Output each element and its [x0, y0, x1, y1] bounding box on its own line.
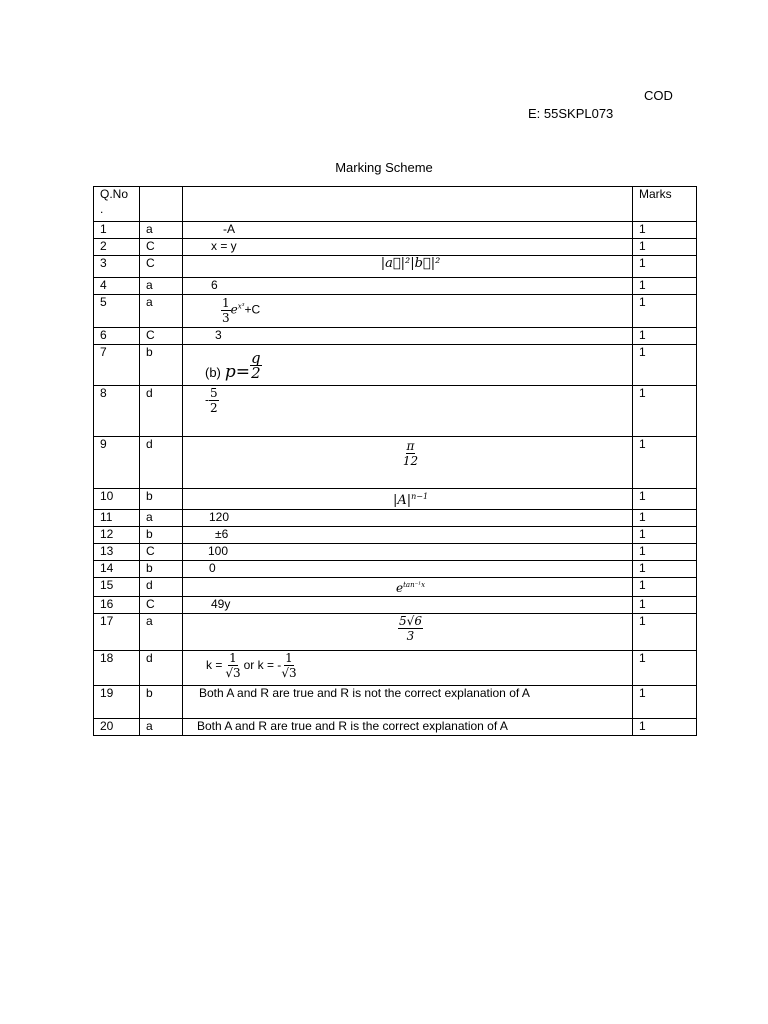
- table-row: 6 C 3 1: [94, 328, 697, 345]
- table-row: 14 b 0 1: [94, 561, 697, 578]
- table-row: 12 b ±6 1: [94, 527, 697, 544]
- table-header-row: [94, 187, 697, 222]
- table-row: 15 d $e^{tan^{-1}x}$ 1: [94, 578, 697, 597]
- code-label-part2: E: 55SKPL073: [528, 106, 614, 121]
- table-row: 18 d k = $\frac{1}{√3}$ or k = - $\frac{1}{√3}$ 1: [94, 651, 697, 686]
- code-label-part1: COD: [644, 88, 673, 103]
- table-row: 16 C 49y 1: [94, 597, 697, 614]
- table-row: 20 a Both A and R are true and R is the correct explanation of A 1: [94, 719, 697, 736]
- table-row: 11 a 120 1: [94, 510, 697, 527]
- table-row: 13 C 100 1: [94, 544, 697, 561]
- table-row: 5 a $\frac{1}{3}$ $e^{x^3}+C$ 1: [94, 295, 697, 328]
- page-title: Marking Scheme: [335, 160, 433, 175]
- table-row: 17 a $\frac{5√6}{3}$ 1: [94, 614, 697, 651]
- header-option: [140, 187, 183, 222]
- header-qno: Q.No .: [94, 187, 140, 222]
- table-row: 2 C x = y 1: [94, 239, 697, 256]
- table-row: 7 b (b) p= $\frac{q}{2}$ 1: [94, 345, 697, 386]
- table-row: 8 d - $\frac{5}{2}$ 1: [94, 386, 697, 437]
- header-marks: Marks: [633, 187, 697, 222]
- marking-scheme-table: [93, 186, 697, 736]
- header-answer: [183, 187, 633, 222]
- table-row: 9 d $\frac{\pi}{12}$ 1: [94, 437, 697, 489]
- table-row: 10 b $|A|^{n-1}$ 1: [94, 489, 697, 510]
- table-row: 4 a 6 1: [94, 278, 697, 295]
- table-row: 1 a -A 1: [94, 222, 697, 239]
- table-row: 19 b Both A and R are true and R is not the correct explanation of A 1: [94, 686, 697, 719]
- table-row: 3 C |a⃗|²|b⃗|² 1: [94, 256, 697, 278]
